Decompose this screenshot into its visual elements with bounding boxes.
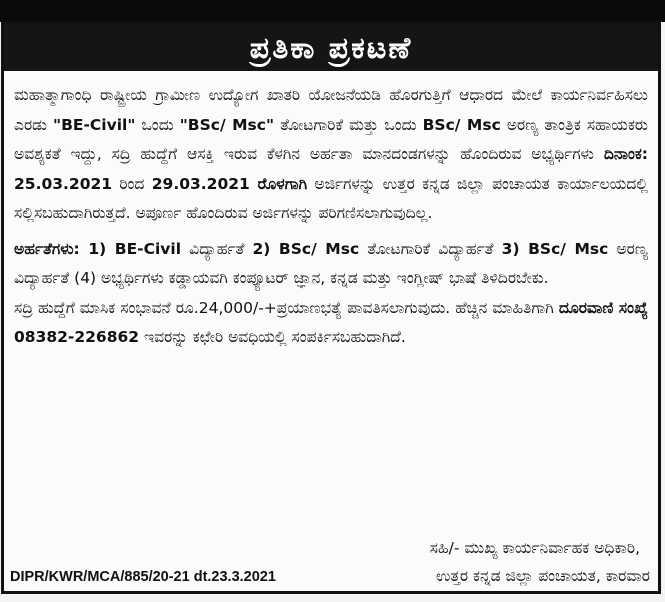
paragraph-1 (14, 81, 648, 229)
eligibility-3: 3) BSc/ Msc (501, 239, 609, 258)
qualification-be-civil: "BE-Civil" (53, 115, 136, 134)
phone-number: ದೂರವಾಣಿ ಸಂಖ್ಯೆ 08382-226862 (14, 298, 648, 346)
qualification-bsc-horti: "BSc/ Msc" (179, 115, 275, 134)
office-name: ಉತ್ತರ ಕನ್ನಡ ಜಿಲ್ಲಾ ಪಂಚಾಯತ, ಕಾರವಾರ (436, 567, 650, 585)
text-segment: ಅರಣ್ಯ ತಾಂತ್ರಿಕ ಸಹಾಯಕರು ಅವಶ್ಯಕತೆ ಇದ್ದು, ಸದ್ರಿ ಹುದ್ದೆಗೆ ಆಸಕ್ತಿ ಇರುವ ಕೆಳಗಿನ ಅರ್ಹತಾ ಮಾನದಂಡಗಳನ್ನು ಹೊಂದಿರುವ ಅಭ್ಯರ್ಥಿಗಳು (14, 115, 648, 163)
text-segment: ರಿಂದ (112, 174, 152, 193)
footer (10, 567, 650, 586)
notice-title: ಪ್ರತಿಕಾ ಪ್ರಕಟಣೆ (4, 25, 658, 71)
text-segment: ಅರ್ಜಿಗಳನ್ನು ಉತ್ತರ ಕನ್ನಡ ಜಿಲ್ಲಾ ಪಂಚಾಯತ ಕಾರ್ಯಾಲಯದಲ್ಲಿ ಸಲ್ಲಿಸಬಹುದಾಗಿರುತ್ತದೆ. ಅಪೂರ್ಣ ಹೊಂದಿರುವ ಅರ್ಜಿಗಳನ್ನು ಪರಿಗಣಿಸಲಾಗುವುದಿಲ್ಲ. (14, 174, 649, 222)
end-date: 29.03.2021 ರೊಳಗಾಗಿ (151, 174, 308, 193)
paragraph-2 (14, 235, 648, 294)
notice-body (14, 81, 648, 353)
text-segment: ಮಹಾತ್ಮಾಗಾಂಧಿ ರಾಷ್ಟ್ರೀಯ ಗ್ರಾಮೀಣ ಉದ್ಯೋಗ ಖಾತರಿ ಯೋಜನೆಯಡಿ ಹೊರಗುತ್ತಿಗೆ ಆಧಾರದ ಮೇಲೆ ಕಾರ್ಯನಿರ್ವಹಿಸಲು ಎರಡು (14, 86, 648, 134)
text-segment: ಒಂದು (135, 115, 180, 134)
text-segment: ವಿದ್ಯಾರ್ಹತೆ (181, 239, 253, 258)
text-segment: ತೋಟಗಾರಿಕೆ ವಿದ್ಯಾರ್ಹತೆ (359, 239, 502, 258)
notice-box (1, 22, 661, 594)
top-border (0, 0, 665, 22)
reference-code: DIPR/KWR/MCA/885/20-21 dt.23.3.2021 (10, 568, 276, 585)
text-segment: ತೋಟಗಾರಿಕೆ ಮತ್ತು ಒಂದು (274, 115, 423, 134)
start-date: ದಿನಾಂಕ: 25.03.2021 (14, 145, 648, 193)
text-segment: ಸದ್ರಿ ಹುದ್ದೆಗೆ ಮಾಸಿಕ ಸಂಭಾವನೆ ರೂ.24,000/-+ಪ್ರಯಾಣಭತ್ಯೆ ಪಾವತಿಸಲಾಗುವುದು. ಹೆಚ್ಚಿನ ಮಾಹಿತಿಗಾಗಿ (14, 298, 559, 317)
eligibility-1: ಅರ್ಹತೆಗಳು: 1) BE-Civil (14, 239, 182, 258)
paragraph-3 (14, 294, 648, 353)
qualification-bsc-forest: BSc/ Msc (422, 115, 501, 134)
signature-line: ಸಹಿ/- ಮುಖ್ಯ ಕಾರ್ಯನಿರ್ವಾಹಕ ಅಧಿಕಾರಿ, (429, 539, 640, 557)
text-segment: ಇವರನ್ನು ಕಛೇರಿ ಅವಧಿಯಲ್ಲಿ ಸಂಪರ್ಕಿಸಬಹುದಾಗಿದೆ. (139, 328, 406, 346)
text-segment: ಅರಣ್ಯ ವಿದ್ಯಾರ್ಹತೆ (4) ಅಭ್ಯರ್ಥಿಗಳು ಕಡ್ಡಾಯವಗಿ ಕಂಪ್ಯೂಟರ್ ಜ್ಞಾನ, ಕನ್ನಡ ಮತ್ತು ಇಂಗ್ಲೀಷ್ ಭಾಷೆ ತಿಳಿದಿರಬೇಕು. (14, 239, 648, 287)
eligibility-2: 2) BSc/ Msc (252, 239, 360, 258)
